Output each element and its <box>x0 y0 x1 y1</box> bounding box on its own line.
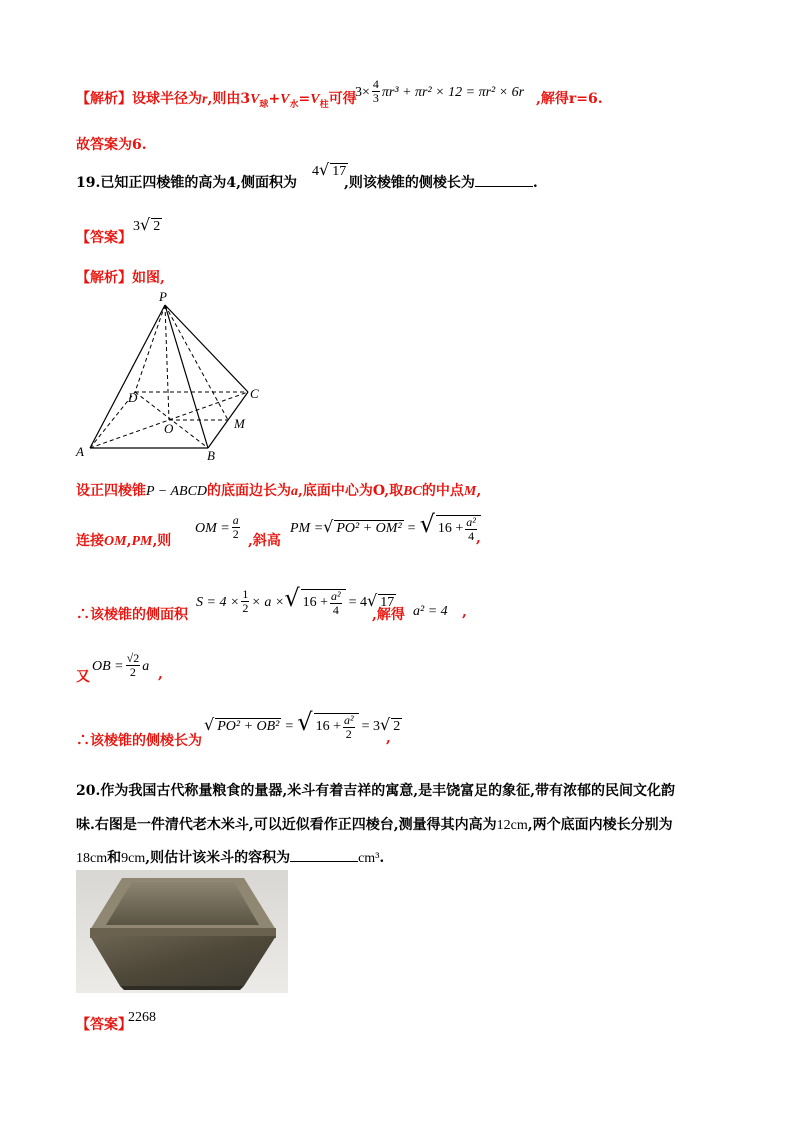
sqrt-icon: √ <box>367 591 378 610</box>
exp18-result <box>536 88 603 108</box>
q19-area-rad: 17 <box>332 164 347 179</box>
q20-line2-a: 味.右图是一件清代老木米斗,可以近似看作正四棱台,测量得其内高为 <box>76 817 497 833</box>
base-shadow <box>120 986 244 990</box>
l3-half-num: 1 <box>242 587 249 601</box>
l3-rad-den: 4 <box>332 602 339 617</box>
inner-cavity <box>106 882 259 925</box>
l5-rad-body <box>314 713 359 741</box>
l3-mid: × a × <box>251 595 285 610</box>
edge-pd <box>135 305 165 392</box>
l5-res-rad: 2 <box>393 719 401 734</box>
label-d: D <box>128 390 138 405</box>
answer18-text: 故答案为6. <box>76 137 147 153</box>
q19-number: 19. <box>76 175 101 191</box>
pyramid-figure <box>70 288 270 463</box>
frac-den: 3 <box>372 91 379 105</box>
l1-b: 的底面边长为 <box>207 483 292 499</box>
exp18-eq: = <box>298 91 311 107</box>
l3-half-den: 2 <box>242 601 249 615</box>
q19-line <box>76 172 297 192</box>
ans20-tag: 【答案】 <box>76 1017 132 1033</box>
exp19-text: 如图, <box>132 270 165 286</box>
q20-line2-b: ,两个底面内棱长分别为 <box>527 817 673 833</box>
exp18-plus: + <box>268 91 281 107</box>
l2-a: 连接 <box>76 533 104 549</box>
q19-text-b: ,则该棱锥的侧棱长为 <box>344 175 475 191</box>
l3-rad-body <box>301 589 346 617</box>
exp19-line3-formula <box>196 584 396 617</box>
exp18-v3: V <box>310 92 320 107</box>
exp18-sub3: 柱 <box>319 99 329 110</box>
l5-eq: = <box>285 719 294 734</box>
l2-frac <box>232 514 240 541</box>
q20-unit: cm³ <box>358 851 380 866</box>
exp18-text-a: 设球半径为 <box>132 91 202 107</box>
q19-area-coef: 4 <box>312 164 319 179</box>
height-po <box>165 305 169 420</box>
q20-len-18: 18cm <box>76 851 108 866</box>
l2-pm-rad: PO² + OM² <box>336 521 402 536</box>
q20-line3 <box>76 847 384 867</box>
exp19-head <box>76 267 165 287</box>
ans19-coef: 3 <box>133 219 140 234</box>
label-o: O <box>164 421 174 436</box>
exp19-line1 <box>76 480 481 500</box>
sqrt-icon: √ <box>204 715 215 734</box>
l3-c: , <box>462 604 467 620</box>
label-a: A <box>76 444 84 459</box>
q20-len-9: 9cm <box>121 851 146 866</box>
l2-rad-den: 4 <box>468 528 475 543</box>
l3-rad17: 17 <box>380 595 395 610</box>
exp19-line4-formula <box>92 652 149 679</box>
l3-b: ,解得 <box>372 607 405 623</box>
exp18-tag: 【解析】 <box>76 91 132 107</box>
exp18-v2: V <box>280 92 290 107</box>
edge-pa <box>90 305 165 448</box>
rice-measure-photo <box>76 870 288 993</box>
exp19-line2-text <box>76 530 171 550</box>
l3-rad-frac <box>330 590 342 617</box>
formula-pre: 3× <box>355 85 370 100</box>
label-c: C <box>250 386 259 401</box>
exp18-text-d: ,解得 <box>536 91 569 107</box>
l1-a-var: a <box>291 484 299 499</box>
l2-b: , <box>126 533 132 549</box>
label-m: M <box>234 416 245 431</box>
l2-rad-a: 16 + <box>437 521 464 536</box>
q20-line1 <box>76 780 675 800</box>
l4-a-var: a <box>142 659 150 674</box>
l5-rad-frac <box>343 714 355 741</box>
l3-rad-a: 16 + <box>302 595 329 610</box>
l3-s: S = 4 × <box>196 595 240 610</box>
sqrt-icon: √ <box>419 510 435 538</box>
l2-rad-num: a² <box>466 514 476 529</box>
l1-bc: BC <box>403 484 422 499</box>
exp18-line <box>76 88 357 110</box>
exp19-line2-pm <box>290 510 481 543</box>
exp18-var-r: r <box>202 92 208 107</box>
exp18-result-value: r=6. <box>568 91 603 107</box>
l2-rad-body <box>436 515 481 543</box>
l5-rad-num: a² <box>343 712 354 727</box>
q20-number: 20. <box>76 783 101 799</box>
sqrt-icon: √ <box>140 215 151 234</box>
q19-area <box>312 160 348 180</box>
l4-frac <box>126 652 141 679</box>
l4-b: , <box>158 666 163 682</box>
l1-pyramid: P − ABCD <box>146 484 208 499</box>
exp18-formula <box>355 78 524 105</box>
q20-line2 <box>76 814 673 834</box>
q20-and: 和 <box>107 850 122 866</box>
q20-end: . <box>379 850 385 866</box>
l3-rad-num: a² <box>331 588 341 603</box>
l5-b: , <box>386 730 391 746</box>
frac-4-3 <box>372 78 380 105</box>
q19-text-a: 已知正四棱锥的高为4,侧面积为 <box>100 175 297 191</box>
l5-a: ∴该棱锥的侧棱长为 <box>76 733 202 749</box>
q20-line3-d: ,则估计该米斗的容积为 <box>145 850 291 866</box>
q19-text-end: . <box>532 175 538 191</box>
l2-om: OM <box>104 534 127 549</box>
sqrt-icon: √ <box>284 584 300 612</box>
l4-a: 又 <box>76 669 90 685</box>
exp18-v1: V <box>250 92 260 107</box>
ans19-tag: 【答案】 <box>76 230 132 246</box>
l4-den: 2 <box>129 665 136 679</box>
l4-num: √2 <box>126 651 140 665</box>
exp19-line5-formula <box>204 708 402 741</box>
l1-c: ,底面中心为O,取 <box>298 483 404 499</box>
q19-line-2 <box>344 172 538 192</box>
l2-c: ,则 <box>152 533 172 549</box>
l2-e: , <box>476 530 481 546</box>
ans19-value <box>133 215 162 235</box>
q20-line1-text: 作为我国古代称量粮食的量器,米斗有着吉祥的寓意,是丰饶富足的象征,带有浓郁的民间文化韵 <box>100 783 675 799</box>
l1-d: 的中点 <box>421 483 464 499</box>
q20-height: 12cm <box>496 818 528 833</box>
l5-rad-a: 16 + <box>315 719 341 734</box>
exp19-line3-res <box>413 600 448 620</box>
l2-om-eq: OM = <box>195 521 230 536</box>
edge-pc <box>165 305 248 392</box>
l3-res: a² = 4 <box>413 604 448 619</box>
body <box>90 936 276 986</box>
exp19-line2-om <box>195 514 242 541</box>
sqrt-icon: √ <box>297 708 313 736</box>
l3-half <box>241 588 249 615</box>
l4-ob: OB = <box>92 659 124 674</box>
formula-post: πr³ + πr² × 12 = πr² × 6r <box>381 85 525 100</box>
l3-eq: = 4 <box>348 595 368 610</box>
q19-answer-blank[interactable] <box>475 174 533 187</box>
l2-d: ,斜高 <box>248 533 281 549</box>
l2-pm: PM <box>131 534 153 549</box>
l2-frac-den: 2 <box>232 527 239 541</box>
frac-num: 4 <box>372 77 379 91</box>
l2-pm-eq: PM = <box>290 521 324 536</box>
l1-e: , <box>476 483 482 499</box>
exp18-sub1: 球 <box>259 99 269 110</box>
exp19-tag: 【解析】 <box>76 270 132 286</box>
exp18-text-c: 可得 <box>328 91 357 107</box>
sqrt-icon: √ <box>380 715 391 734</box>
l5-rad-den: 2 <box>345 726 352 741</box>
l2-eq: = <box>407 521 416 536</box>
q20-answer-blank[interactable] <box>290 849 358 862</box>
l2-frac-num: a <box>232 513 239 527</box>
l1-a: 设正四棱锥 <box>76 483 146 499</box>
exp18-text-b: ,则由3 <box>207 91 251 107</box>
l1-m: M <box>463 484 477 499</box>
sqrt-icon: √ <box>319 160 330 179</box>
label-p: P <box>159 289 167 304</box>
l5-res: = 3 <box>361 719 380 734</box>
label-b: B <box>207 448 215 463</box>
sqrt-icon: √ <box>323 517 334 536</box>
ans20-value: 2268 <box>128 1010 156 1025</box>
ans19-rad: 2 <box>153 219 161 234</box>
l3-a: ∴该棱锥的侧面积 <box>76 607 188 623</box>
l5-rad: PO² + OB² <box>217 719 280 734</box>
exp18-sub2: 水 <box>289 99 299 110</box>
